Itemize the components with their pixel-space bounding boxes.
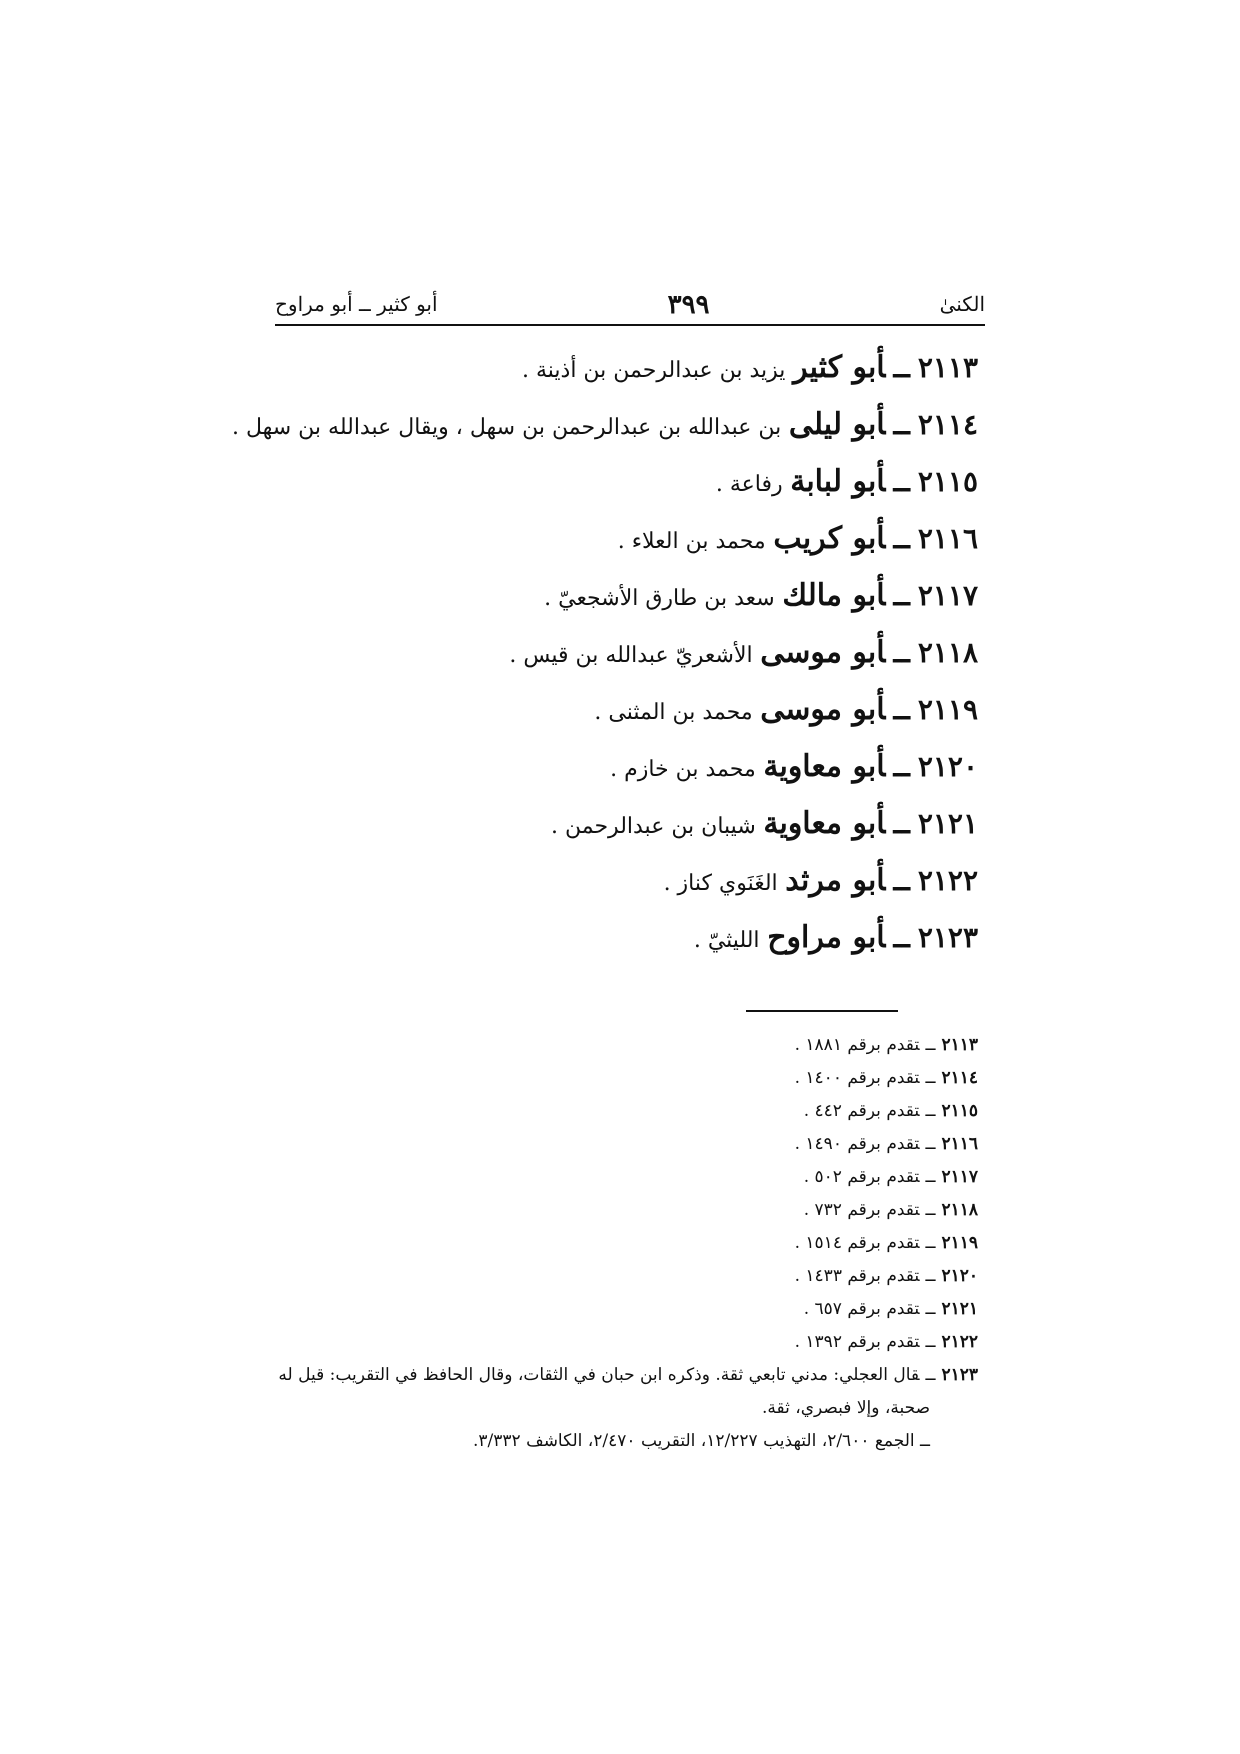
- footnote-number: ٢١٢١: [941, 1299, 978, 1319]
- entry-number: ٢١١٧: [917, 579, 978, 612]
- entry-item: [218, 574, 978, 631]
- entry-kunya: أبو موسى: [760, 692, 886, 727]
- page-number: ٣٩٩: [667, 290, 710, 320]
- footnote-text: تقدم برقم ٤٤٢ .: [803, 1101, 920, 1121]
- entry-dash: ــ: [893, 864, 910, 897]
- entry-dash: ــ: [893, 522, 910, 555]
- entry-dash: ــ: [893, 465, 910, 498]
- entry-name: بن عبدالله بن عبدالرحمن بن سهل ، ويقال عبدالله بن سهل .: [231, 415, 782, 440]
- footnote-separator: [746, 1010, 898, 1012]
- entry-number: ٢١١٦: [917, 522, 978, 555]
- entry-name: محمد بن خازم .: [610, 757, 756, 782]
- footnote-dash: ــ: [925, 1266, 936, 1286]
- entry-dash: ــ: [893, 921, 910, 954]
- entry-number: ٢١١٤: [917, 408, 978, 441]
- entry-item: [218, 346, 978, 403]
- footnote-text: تقدم برقم ٦٥٧ .: [803, 1299, 920, 1319]
- entry-item: [218, 802, 978, 859]
- footnote-item: [238, 1129, 978, 1162]
- footnote-dash: ــ: [925, 1167, 936, 1187]
- entry-name: شيبان بن عبدالرحمن .: [551, 814, 756, 839]
- footnote-number: ٢١٢٠: [941, 1266, 978, 1286]
- running-header: [275, 284, 985, 326]
- footnote-item: [238, 1261, 978, 1294]
- entry-name: الليثيّ .: [693, 928, 760, 953]
- footnote-dash: ــ: [925, 1068, 936, 1088]
- entry-number: ٢١٢٣: [917, 921, 978, 954]
- footnote-item: [238, 1294, 978, 1327]
- entry-dash: ــ: [893, 807, 910, 840]
- entry-number: ٢١٢٠: [917, 750, 978, 783]
- footnote-continuation: صحبة، وإلا فبصري، ثقة.: [762, 1398, 930, 1418]
- footnote-number: ٢١١٨: [941, 1200, 978, 1220]
- footnote-item: [238, 1327, 978, 1360]
- entry-kunya: أبو ليلى: [788, 407, 886, 442]
- footnote-text: قال العجلي: مدني تابعي ثقة. وذكره ابن حبان في الثقات، وقال الحافظ في التقريب: قيل له: [278, 1365, 920, 1385]
- footnote-dash: ــ: [925, 1035, 936, 1055]
- footnote-dash: ــ: [925, 1332, 936, 1352]
- entry-kunya: أبو كثير: [793, 350, 886, 385]
- footnote-item: [238, 1096, 978, 1129]
- footnote-item: [238, 1228, 978, 1261]
- entry-number: ٢١٢١: [917, 807, 978, 840]
- entry-kunya: أبو مراوح: [767, 920, 886, 955]
- entry-dash: ــ: [893, 351, 910, 384]
- entry-kunya: أبو معاوية: [763, 749, 886, 784]
- footnote-number: ٢١١٥: [941, 1101, 978, 1121]
- entry-kunya: أبو مالك: [782, 578, 886, 613]
- entry-kunya: أبو معاوية: [763, 806, 886, 841]
- entry-dash: ــ: [893, 750, 910, 783]
- entry-item: [218, 403, 978, 460]
- entry-item: [218, 517, 978, 574]
- footnote-number: ٢١١٩: [941, 1233, 978, 1253]
- entry-list: [218, 346, 978, 973]
- footnote-dash: ــ: [925, 1299, 936, 1319]
- entry-kunya: أبو مرثد: [785, 863, 886, 898]
- footnote-number: ٢١٢٢: [941, 1332, 978, 1352]
- footnote-text: تقدم برقم ٧٣٢ .: [803, 1200, 920, 1220]
- entry-name: يزيد بن عبدالرحمن بن أذينة .: [521, 358, 786, 383]
- entry-item: [218, 859, 978, 916]
- footnote-item: [238, 1195, 978, 1228]
- footnote-text: تقدم برقم ١٤٣٣ .: [794, 1266, 920, 1286]
- footnote-item: [238, 1030, 978, 1063]
- entry-number: ٢١١٥: [917, 465, 978, 498]
- entry-item: [218, 745, 978, 802]
- entry-number: ٢١١٩: [917, 693, 978, 726]
- entry-name: سعد بن طارق الأشجعيّ .: [544, 586, 775, 611]
- footnotes: [238, 1030, 978, 1459]
- header-entry-range: أبو كثير ــ أبو مراوح: [275, 292, 438, 316]
- entry-kunya: أبو موسى: [760, 635, 886, 670]
- entry-number: ٢١٢٢: [917, 864, 978, 897]
- entry-number: ٢١١٨: [917, 636, 978, 669]
- entry-dash: ــ: [893, 408, 910, 441]
- entry-name: رفاعة .: [715, 472, 783, 497]
- entry-item: [218, 916, 978, 973]
- entry-kunya: أبو كريب: [773, 521, 886, 556]
- footnote-item: [238, 1063, 978, 1096]
- footnote-text: تقدم برقم ١٨٨١ .: [794, 1035, 920, 1055]
- footnote-item: [238, 1360, 978, 1393]
- footnote-dash: ــ: [925, 1365, 936, 1385]
- entry-number: ٢١١٣: [917, 351, 978, 384]
- footnote-number: ٢١٢٣: [941, 1365, 978, 1385]
- entry-name: محمد بن العلاء .: [617, 529, 766, 554]
- footnote-dash: ــ: [925, 1134, 936, 1154]
- entry-name: الأشعريّ عبدالله بن قيس .: [509, 643, 753, 668]
- footnote-number: ٢١١٧: [941, 1167, 978, 1187]
- entry-dash: ــ: [893, 636, 910, 669]
- footnote-text: تقدم برقم ١٥١٤ .: [794, 1233, 920, 1253]
- footnote-dash: ــ: [925, 1200, 936, 1220]
- entry-item: [218, 688, 978, 745]
- entry-name: محمد بن المثنى .: [594, 700, 753, 725]
- footnote-text: تقدم برقم ٥٠٢ .: [803, 1167, 920, 1187]
- entry-name: الغَنَوي كناز .: [663, 871, 778, 896]
- footnote-references: ــ الجمع ٢/٦٠٠، التهذيب ١٢/٢٢٧، التقريب ٢/٤٧٠، الكاشف ٣/٣٣٢.: [473, 1431, 930, 1451]
- footnote-number: ٢١١٦: [941, 1134, 978, 1154]
- entry-item: [218, 460, 978, 517]
- entry-item: [218, 631, 978, 688]
- footnote-text: تقدم برقم ١٤٩٠ .: [794, 1134, 920, 1154]
- footnote-text: تقدم برقم ١٤٠٠ .: [794, 1068, 920, 1088]
- footnote-number: ٢١١٤: [941, 1068, 978, 1088]
- entry-dash: ــ: [893, 693, 910, 726]
- header-section-title: الكنىٰ: [939, 292, 985, 316]
- entry-kunya: أبو لبابة: [790, 464, 886, 499]
- footnote-text: تقدم برقم ١٣٩٢ .: [794, 1332, 920, 1352]
- footnote-number: ٢١١٣: [941, 1035, 978, 1055]
- footnote-dash: ــ: [925, 1233, 936, 1253]
- entry-dash: ــ: [893, 579, 910, 612]
- footnote-item: [238, 1162, 978, 1195]
- footnote-dash: ــ: [925, 1101, 936, 1121]
